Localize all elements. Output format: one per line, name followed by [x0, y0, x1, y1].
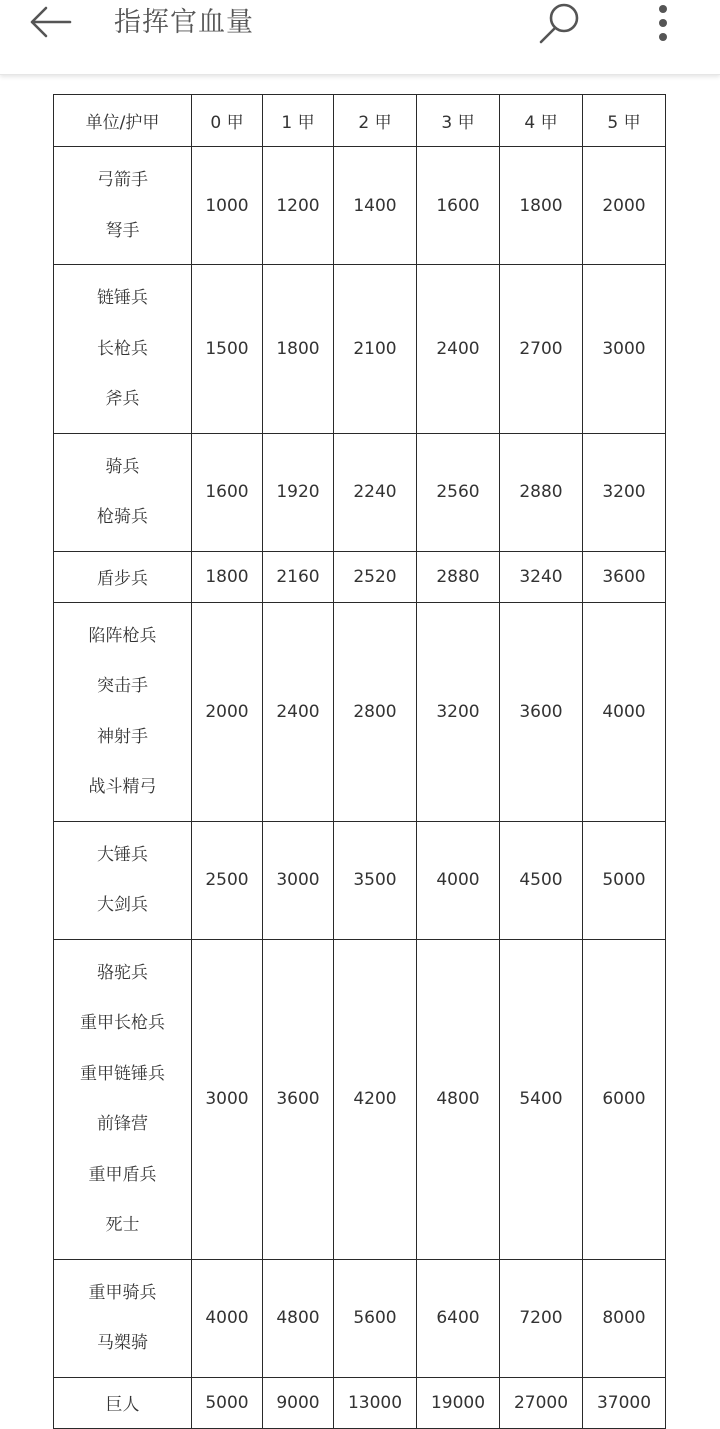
hp-value-cell: 2000 [583, 147, 666, 265]
hp-value-cell: 2800 [334, 602, 417, 821]
column-header: 4 甲 [500, 95, 583, 147]
table-row [54, 821, 666, 939]
unit-name: 马槊骑 [97, 1333, 148, 1353]
unit-name: 弓箭手 [97, 170, 148, 190]
unit-names-cell [54, 147, 192, 265]
hp-value-cell: 3500 [334, 821, 417, 939]
hp-value-cell: 3600 [583, 551, 666, 602]
table-row [54, 939, 666, 1259]
hp-value-cell: 3000 [192, 939, 263, 1259]
unit-names-cell [54, 602, 192, 821]
hp-value-cell: 2400 [263, 602, 334, 821]
unit-name: 重甲长枪兵 [80, 1013, 165, 1033]
unit-name: 战斗精弓 [88, 777, 157, 797]
column-header: 1 甲 [263, 95, 334, 147]
hp-value-cell: 1400 [334, 147, 417, 265]
commander-hp-table [53, 94, 666, 1429]
hp-value-cell: 2160 [263, 551, 334, 602]
unit-name: 链锤兵 [97, 288, 148, 308]
hp-value-cell: 9000 [263, 1377, 334, 1428]
hp-value-cell: 4000 [583, 602, 666, 821]
hp-value-cell: 2500 [192, 821, 263, 939]
unit-names-cell [54, 939, 192, 1259]
table-row [54, 433, 666, 551]
hp-value-cell: 1800 [263, 265, 334, 434]
hp-value-cell: 2880 [417, 551, 500, 602]
unit-names-cell [54, 265, 192, 434]
unit-names-cell [54, 1377, 192, 1428]
table-row [54, 1377, 666, 1428]
unit-name: 神射手 [97, 726, 148, 747]
unit-name: 重甲骑兵 [88, 1282, 157, 1303]
unit-name: 大锤兵 [97, 844, 148, 865]
hp-value-cell: 4000 [417, 821, 500, 939]
unit-name: 前锋营 [97, 1114, 148, 1134]
table-row [54, 265, 666, 434]
back-button[interactable] [24, 0, 80, 46]
hp-value-cell: 1800 [500, 147, 583, 265]
more-vertical-icon [648, 2, 678, 44]
table-row [54, 551, 666, 602]
hp-value-cell: 1600 [417, 147, 500, 265]
hp-value-cell: 4800 [263, 1259, 334, 1377]
hp-value-cell: 3000 [583, 265, 666, 434]
column-header: 3 甲 [417, 95, 500, 147]
hp-value-cell: 2560 [417, 433, 500, 551]
hp-value-cell: 3240 [500, 551, 583, 602]
top-app-bar [0, 0, 720, 75]
hp-value-cell: 6400 [417, 1259, 500, 1377]
unit-names-cell [54, 551, 192, 602]
hp-value-cell: 5600 [334, 1259, 417, 1377]
unit-name: 长枪兵 [97, 338, 148, 359]
unit-name: 骆驼兵 [97, 962, 148, 983]
table-body [54, 95, 666, 1429]
hp-value-cell: 1600 [192, 433, 263, 551]
hp-value-cell: 4800 [417, 939, 500, 1259]
unit-name: 突击手 [97, 676, 148, 696]
unit-names-cell [54, 821, 192, 939]
unit-name: 死士 [105, 1215, 140, 1235]
unit-name: 骑兵 [105, 456, 140, 477]
hp-value-cell: 5400 [500, 939, 583, 1259]
unit-name: 大剑兵 [97, 895, 148, 915]
page-title: 指挥官血量 [114, 7, 254, 38]
search-button[interactable] [534, 0, 586, 48]
hp-value-cell: 1000 [192, 147, 263, 265]
hp-value-cell: 5000 [192, 1377, 263, 1428]
header-row [54, 95, 666, 147]
unit-name: 重甲链锤兵 [80, 1063, 165, 1084]
hp-value-cell: 3200 [417, 602, 500, 821]
table-row [54, 147, 666, 265]
unit-name: 重甲盾兵 [88, 1164, 157, 1185]
column-header: 单位/护甲 [54, 95, 192, 147]
hp-value-cell: 1800 [192, 551, 263, 602]
column-header: 0 甲 [192, 95, 263, 147]
more-options-button[interactable] [648, 2, 678, 44]
hp-value-cell: 8000 [583, 1259, 666, 1377]
hp-value-cell: 2700 [500, 265, 583, 434]
hp-value-cell: 5000 [583, 821, 666, 939]
column-header: 5 甲 [583, 95, 666, 147]
hp-value-cell: 2240 [334, 433, 417, 551]
unit-name: 弩手 [105, 220, 140, 241]
unit-name: 枪骑兵 [97, 507, 148, 527]
hp-value-cell: 1920 [263, 433, 334, 551]
arrow-left-icon [24, 0, 80, 46]
search-icon [534, 0, 586, 48]
hp-value-cell: 6000 [583, 939, 666, 1259]
hp-value-cell: 2520 [334, 551, 417, 602]
unit-name: 斧兵 [105, 389, 140, 409]
table-row [54, 602, 666, 821]
column-header: 2 甲 [334, 95, 417, 147]
hp-value-cell: 2880 [500, 433, 583, 551]
hp-value-cell: 1200 [263, 147, 334, 265]
unit-name: 巨人 [105, 1395, 140, 1415]
hp-value-cell: 3600 [263, 939, 334, 1259]
hp-value-cell: 1500 [192, 265, 263, 434]
hp-value-cell: 7200 [500, 1259, 583, 1377]
unit-name: 盾步兵 [97, 569, 148, 589]
hp-value-cell: 19000 [417, 1377, 500, 1428]
unit-names-cell [54, 1259, 192, 1377]
table-row [54, 1259, 666, 1377]
unit-names-cell [54, 433, 192, 551]
hp-value-cell: 3600 [500, 602, 583, 821]
hp-value-cell: 2400 [417, 265, 500, 434]
hp-value-cell: 2100 [334, 265, 417, 434]
hp-value-cell: 27000 [500, 1377, 583, 1428]
hp-value-cell: 3000 [263, 821, 334, 939]
commander-hp-table-container [53, 94, 666, 1429]
hp-value-cell: 4500 [500, 821, 583, 939]
unit-name: 陷阵枪兵 [88, 625, 157, 646]
hp-value-cell: 37000 [583, 1377, 666, 1428]
hp-value-cell: 3200 [583, 433, 666, 551]
hp-value-cell: 4000 [192, 1259, 263, 1377]
hp-value-cell: 2000 [192, 602, 263, 821]
hp-value-cell: 13000 [334, 1377, 417, 1428]
hp-value-cell: 4200 [334, 939, 417, 1259]
